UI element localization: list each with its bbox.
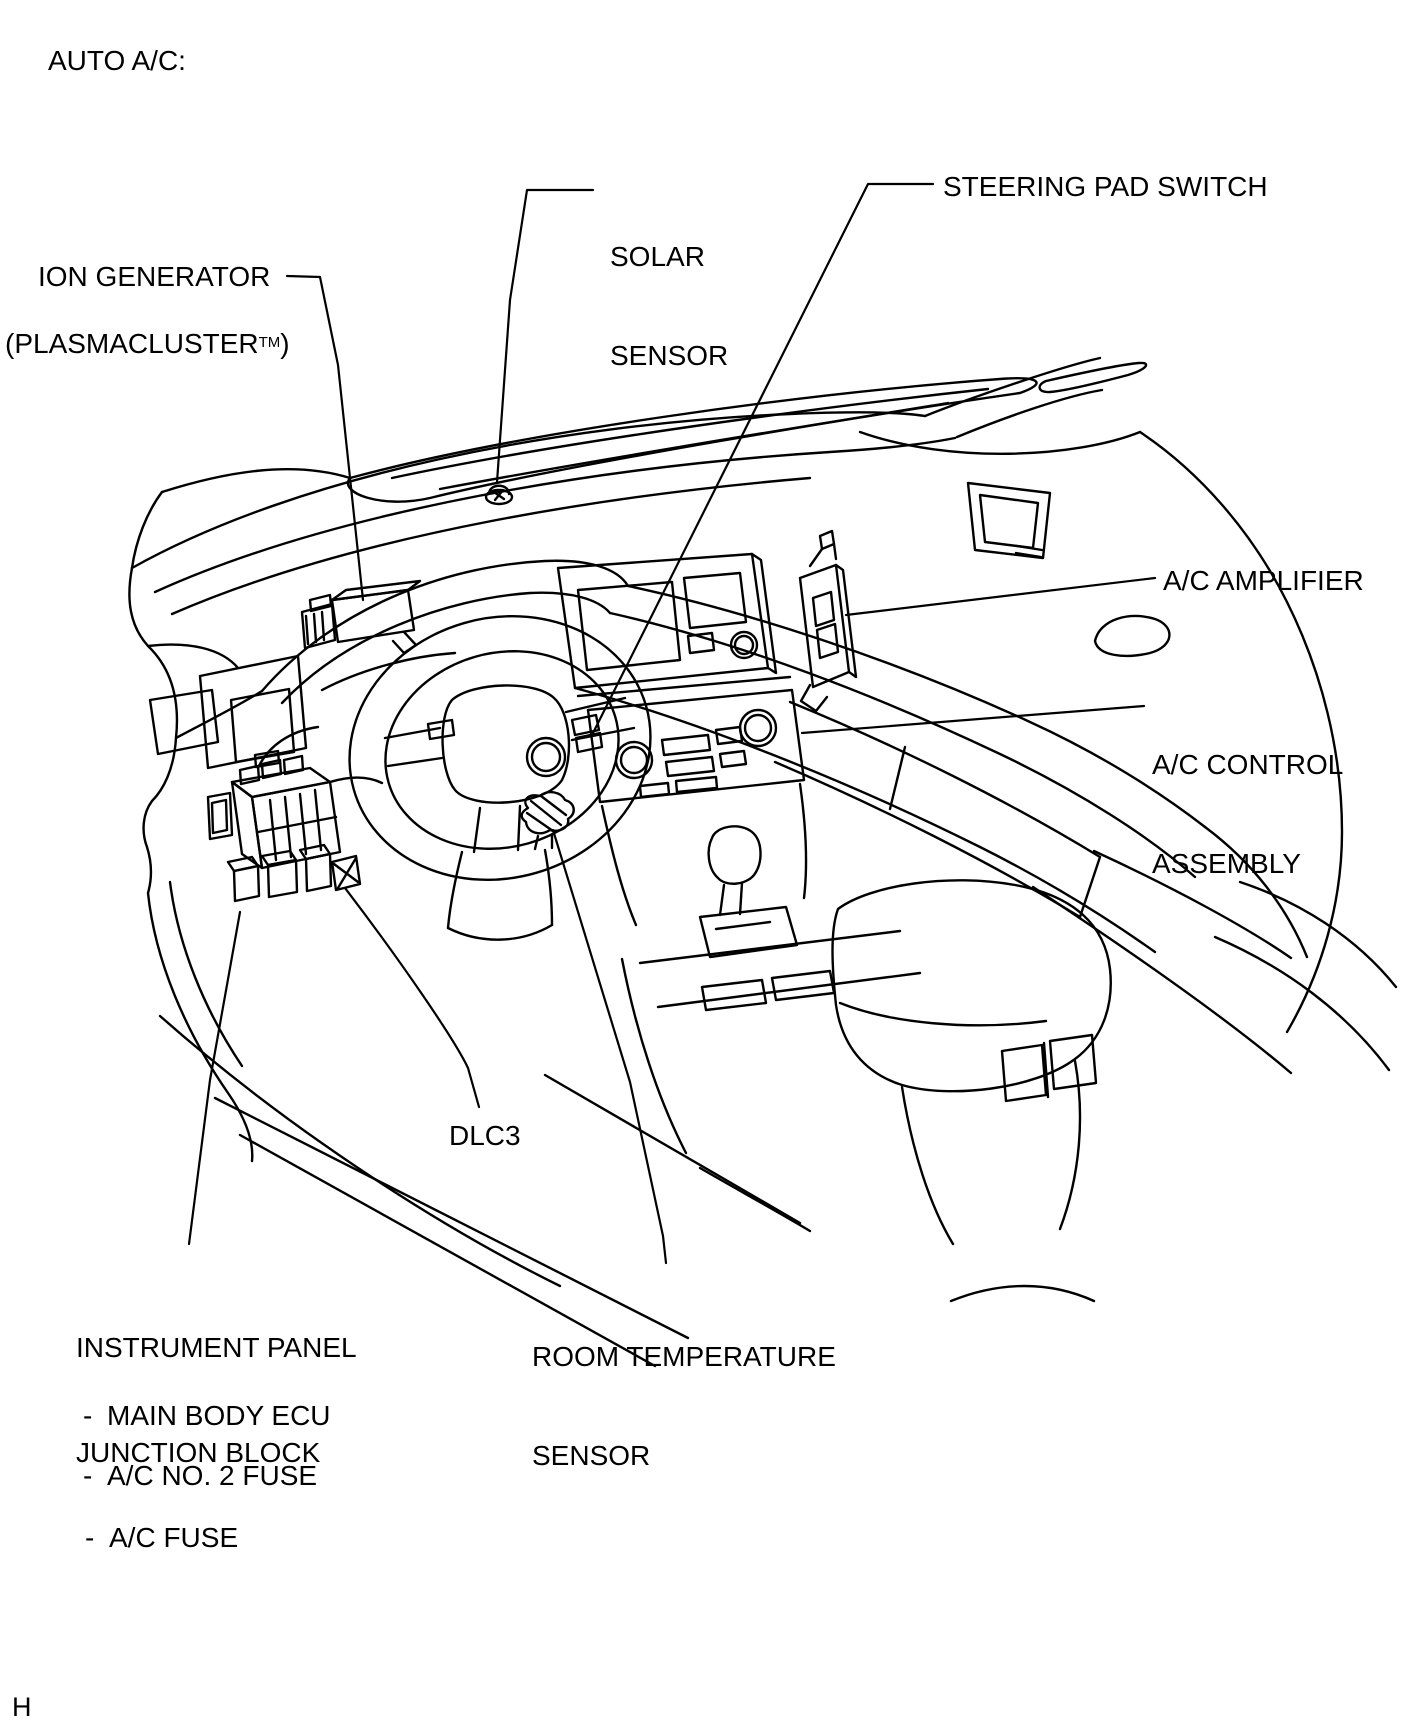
callout-dlc3: DLC3 [449,1120,521,1151]
ion-generator-leader [287,276,363,600]
callout-solar-sensor-line2: SENSOR [610,340,729,371]
callout-solar-sensor [610,174,728,438]
page-title: AUTO A/C: [48,45,186,76]
junction-block-leader [189,912,240,1244]
driver-side-vent [200,656,306,768]
callout-ipjb-line1: INSTRUMENT PANEL [76,1332,357,1363]
list-dash: - [83,1460,93,1491]
plasmacluster-prefix: (PLASMACLUSTER [5,328,259,359]
junction-block-item-main-body-ecu [83,1402,331,1430]
steering-pad-switch-part [428,715,602,752]
callout-ipjb-line2: JUNCTION BLOCK [76,1437,321,1468]
dlc3-connector-part [332,856,360,890]
callout-ac-control-line1: A/C CONTROL [1152,749,1344,780]
plasmacluster-tm: TM [258,334,281,351]
ac-amplifier-leader [846,578,1155,615]
dlc3-leader [345,888,479,1107]
list-item-label: A/C FUSE [109,1522,239,1553]
callout-steering-pad-switch: STEERING PAD SWITCH [943,171,1268,202]
callout-plasmacluster [5,326,290,360]
ac-control-assembly-leader [802,706,1144,733]
callout-room-temp-line1: ROOM TEMPERATURE [532,1341,836,1372]
list-item-label: MAIN BODY ECU [107,1400,331,1431]
list-item-label: A/C NO. 2 FUSE [107,1460,318,1491]
ac-control-assembly-part [588,690,804,802]
junction-block-item-ac-fuse [85,1524,238,1552]
list-dash: - [85,1522,95,1553]
callout-solar-sensor-line1: SOLAR [610,241,705,272]
callout-ion-generator: ION GENERATOR [38,261,271,292]
list-dash: - [83,1400,93,1431]
steering-wheel [318,581,682,940]
callout-ac-control-assembly [1152,682,1343,946]
console-shifter [622,826,920,1153]
plasmacluster-suffix: ) [280,328,290,359]
callout-room-temperature-sensor [532,1274,836,1538]
callout-room-temp-line2: SENSOR [532,1440,651,1471]
room-temperature-sensor-leader [553,830,666,1263]
ac-amplifier-part [800,531,856,711]
center-stack [558,554,806,925]
callout-ac-control-line2: ASSEMBLY [1152,848,1301,879]
room-temperature-sensor-part [522,792,574,849]
page-footer-mark: H [12,1692,32,1722]
callout-ac-amplifier: A/C AMPLIFIER [1163,565,1364,596]
junction-block-item-ac-no2-fuse [83,1462,317,1490]
